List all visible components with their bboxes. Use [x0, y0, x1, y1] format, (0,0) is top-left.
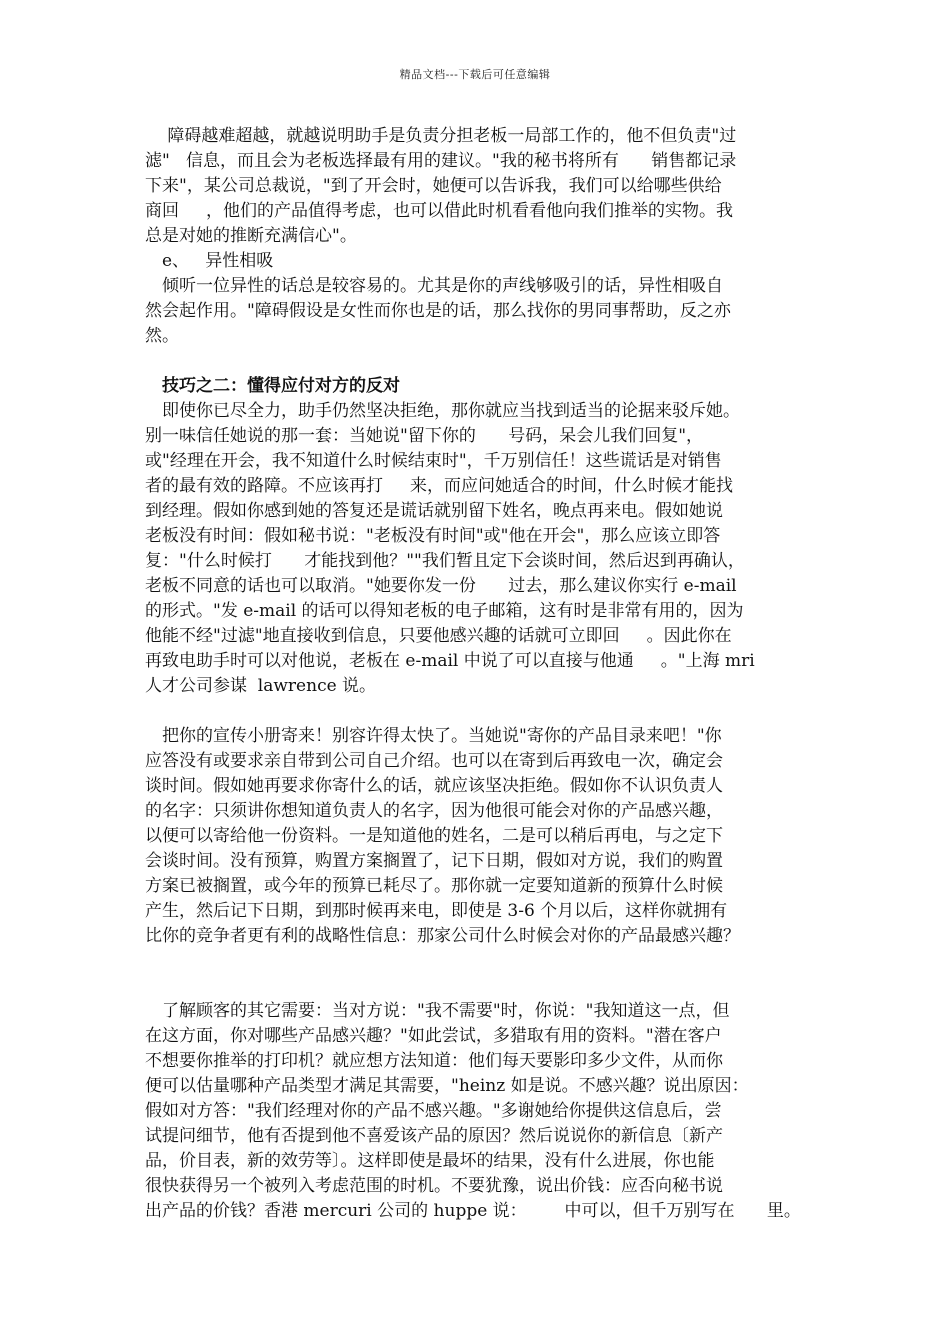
text-line: 障碍越难超越，就越说明助手是负责分担老板一局部工作的，他不但负责"过	[162, 126, 737, 146]
text-line: 别一味信任她说的那一套：当她说"留下你的 号码，呆会儿我们回复"，	[145, 426, 704, 446]
paragraph-gap	[145, 949, 825, 999]
text-line: 方案已被搁置，或今年的预算已耗尽了。那你就一定要知道新的预算什么时候	[145, 876, 723, 896]
text-line: 的名字：只须讲你想知道负责人的名字，因为他很可能会对你的产品感兴趣，	[145, 801, 723, 821]
page-header: 精品文档---下载后可任意编辑	[399, 68, 551, 81]
text-line: 把你的宣传小册寄来！别容许得太快了。当她说"寄你的产品目录来吧！"你	[162, 726, 722, 746]
text-line: 会谈时间。没有预算，购置方案搁置了，记下日期，假如对方说，我们的购置	[145, 851, 723, 871]
text-line: 者的最有效的路障。不应该再打 来，而应问她适合的时间，什么时候才能找	[145, 476, 734, 496]
text-line: 试提问细节，他有否提到他不喜爱该产品的原因？然后说说你的新信息〔新产	[145, 1126, 723, 1146]
text-line: 人才公司参谋 lawrence 说。	[145, 676, 377, 696]
text-line: 比你的竞争者更有利的战略性信息：那家公司什么时候会对你的产品最感兴趣？	[145, 926, 740, 946]
text-line: 老板没有时间：假如秘书说："老板没有时间"或"他在开会"，那么应该立即答	[145, 526, 721, 546]
text-line: 很快获得另一个被列入考虑范围的时机。不要犹豫，说出价钱：应否向秘书说	[145, 1176, 723, 1196]
text-line: 在这方面，你对哪些产品感兴趣？"如此尝试，多猎取有用的资料。"潜在客户	[145, 1026, 722, 1046]
text-line: 假如对方答："我们经理对你的产品不感兴趣。"多谢她给你提供这信息后，尝	[145, 1101, 722, 1121]
section-heading: 技巧之二：懂得应付对方的反对	[162, 376, 400, 396]
document-body	[145, 124, 825, 1224]
text-line: 应答没有或要求亲自带到公司自己介绍。也可以在寄到后再致电一次，确定会	[145, 751, 723, 771]
text-line: 然会起作用。"障碍假设是女性而你也是的话，那么找你的男同事帮助，反之亦	[145, 301, 731, 321]
text-line: 即使你已尽全力，助手仍然坚决拒绝，那你就应当找到适当的论据来驳斥她。	[162, 401, 740, 421]
text-line: 的形式。"发 e-mail 的话可以得知老板的电子邮箱，这有时是非常有用的，因为	[145, 601, 744, 621]
text-line: 了解顾客的其它需要：当对方说："我不需要"时，你说："我知道这一点，但	[162, 1001, 730, 1021]
text-line: 便可以估量哪种产品类型才满足其需要，"heinz 如是说。不感兴趣？说出原因：	[145, 1076, 749, 1096]
text-line: 滤" 信息，而且会为老板选择最有用的建议。"我的秘书将所有 销售都记录	[145, 151, 737, 171]
text-line: e、 异性相吸	[162, 251, 274, 271]
text-line: 总是对她的推断充满信心"。	[145, 226, 357, 246]
text-line: 商回 ，他们的产品值得考虑，也可以借此时机看看他向我们推举的实物。我	[145, 201, 734, 221]
text-line: 倾听一位异性的话总是较容易的。尤其是你的声线够吸引的话，异性相吸自	[162, 276, 723, 296]
text-line: 或"经理在开会，我不知道什么时候结束时"，千万别信任！这些谎话是对销售	[145, 451, 722, 471]
text-line: 他能不经"过滤"地直接收到信息，只要他感兴趣的话就可立即回 。因此你在	[145, 626, 732, 646]
text-line: 然。	[145, 326, 179, 346]
text-line: 老板不同意的话也可以取消。"她要你发一份 过去，那么建议你实行 e-mail	[145, 576, 737, 596]
text-line: 谈时间。假如她再要求你寄什么的话，就应该坚决拒绝。假如你不认识负责人	[145, 776, 723, 796]
paragraph-gap	[145, 349, 825, 374]
text-line: 复："什么时候打 才能找到他？""我们暂且定下会谈时间，然后迟到再确认，	[145, 551, 745, 571]
text-line: 产生，然后记下日期，到那时候再来电，即使是 3-6 个月以后，这样你就拥有	[145, 901, 728, 921]
text-line: 出产品的价钱？香港 mercuri 公司的 huppe 说： 中可以，但千万别写在 里。	[145, 1201, 801, 1221]
text-line: 再致电助手时可以对他说，老板在 e-mail 中说了可以直接与他通 。"上海 mri	[145, 651, 755, 671]
text-line: 到经理。假如你感到她的答复还是谎话就别留下姓名，晚点再来电。假如她说	[145, 501, 723, 521]
paragraph-gap	[145, 699, 825, 724]
text-line: 下来"，某公司总裁说，"到了开会时，她便可以告诉我，我们可以给哪些供给	[145, 176, 722, 196]
text-line: 不想要你推举的打印机？就应想方法知道：他们每天要影印多少文件，从而你	[145, 1051, 723, 1071]
text-line: 以便可以寄给他一份资料。一是知道他的姓名，二是可以稍后再电，与之定下	[145, 826, 723, 846]
text-line: 品，价目表，新的效劳等〕。这样即使是最坏的结果，没有什么进展，你也能	[145, 1151, 715, 1171]
